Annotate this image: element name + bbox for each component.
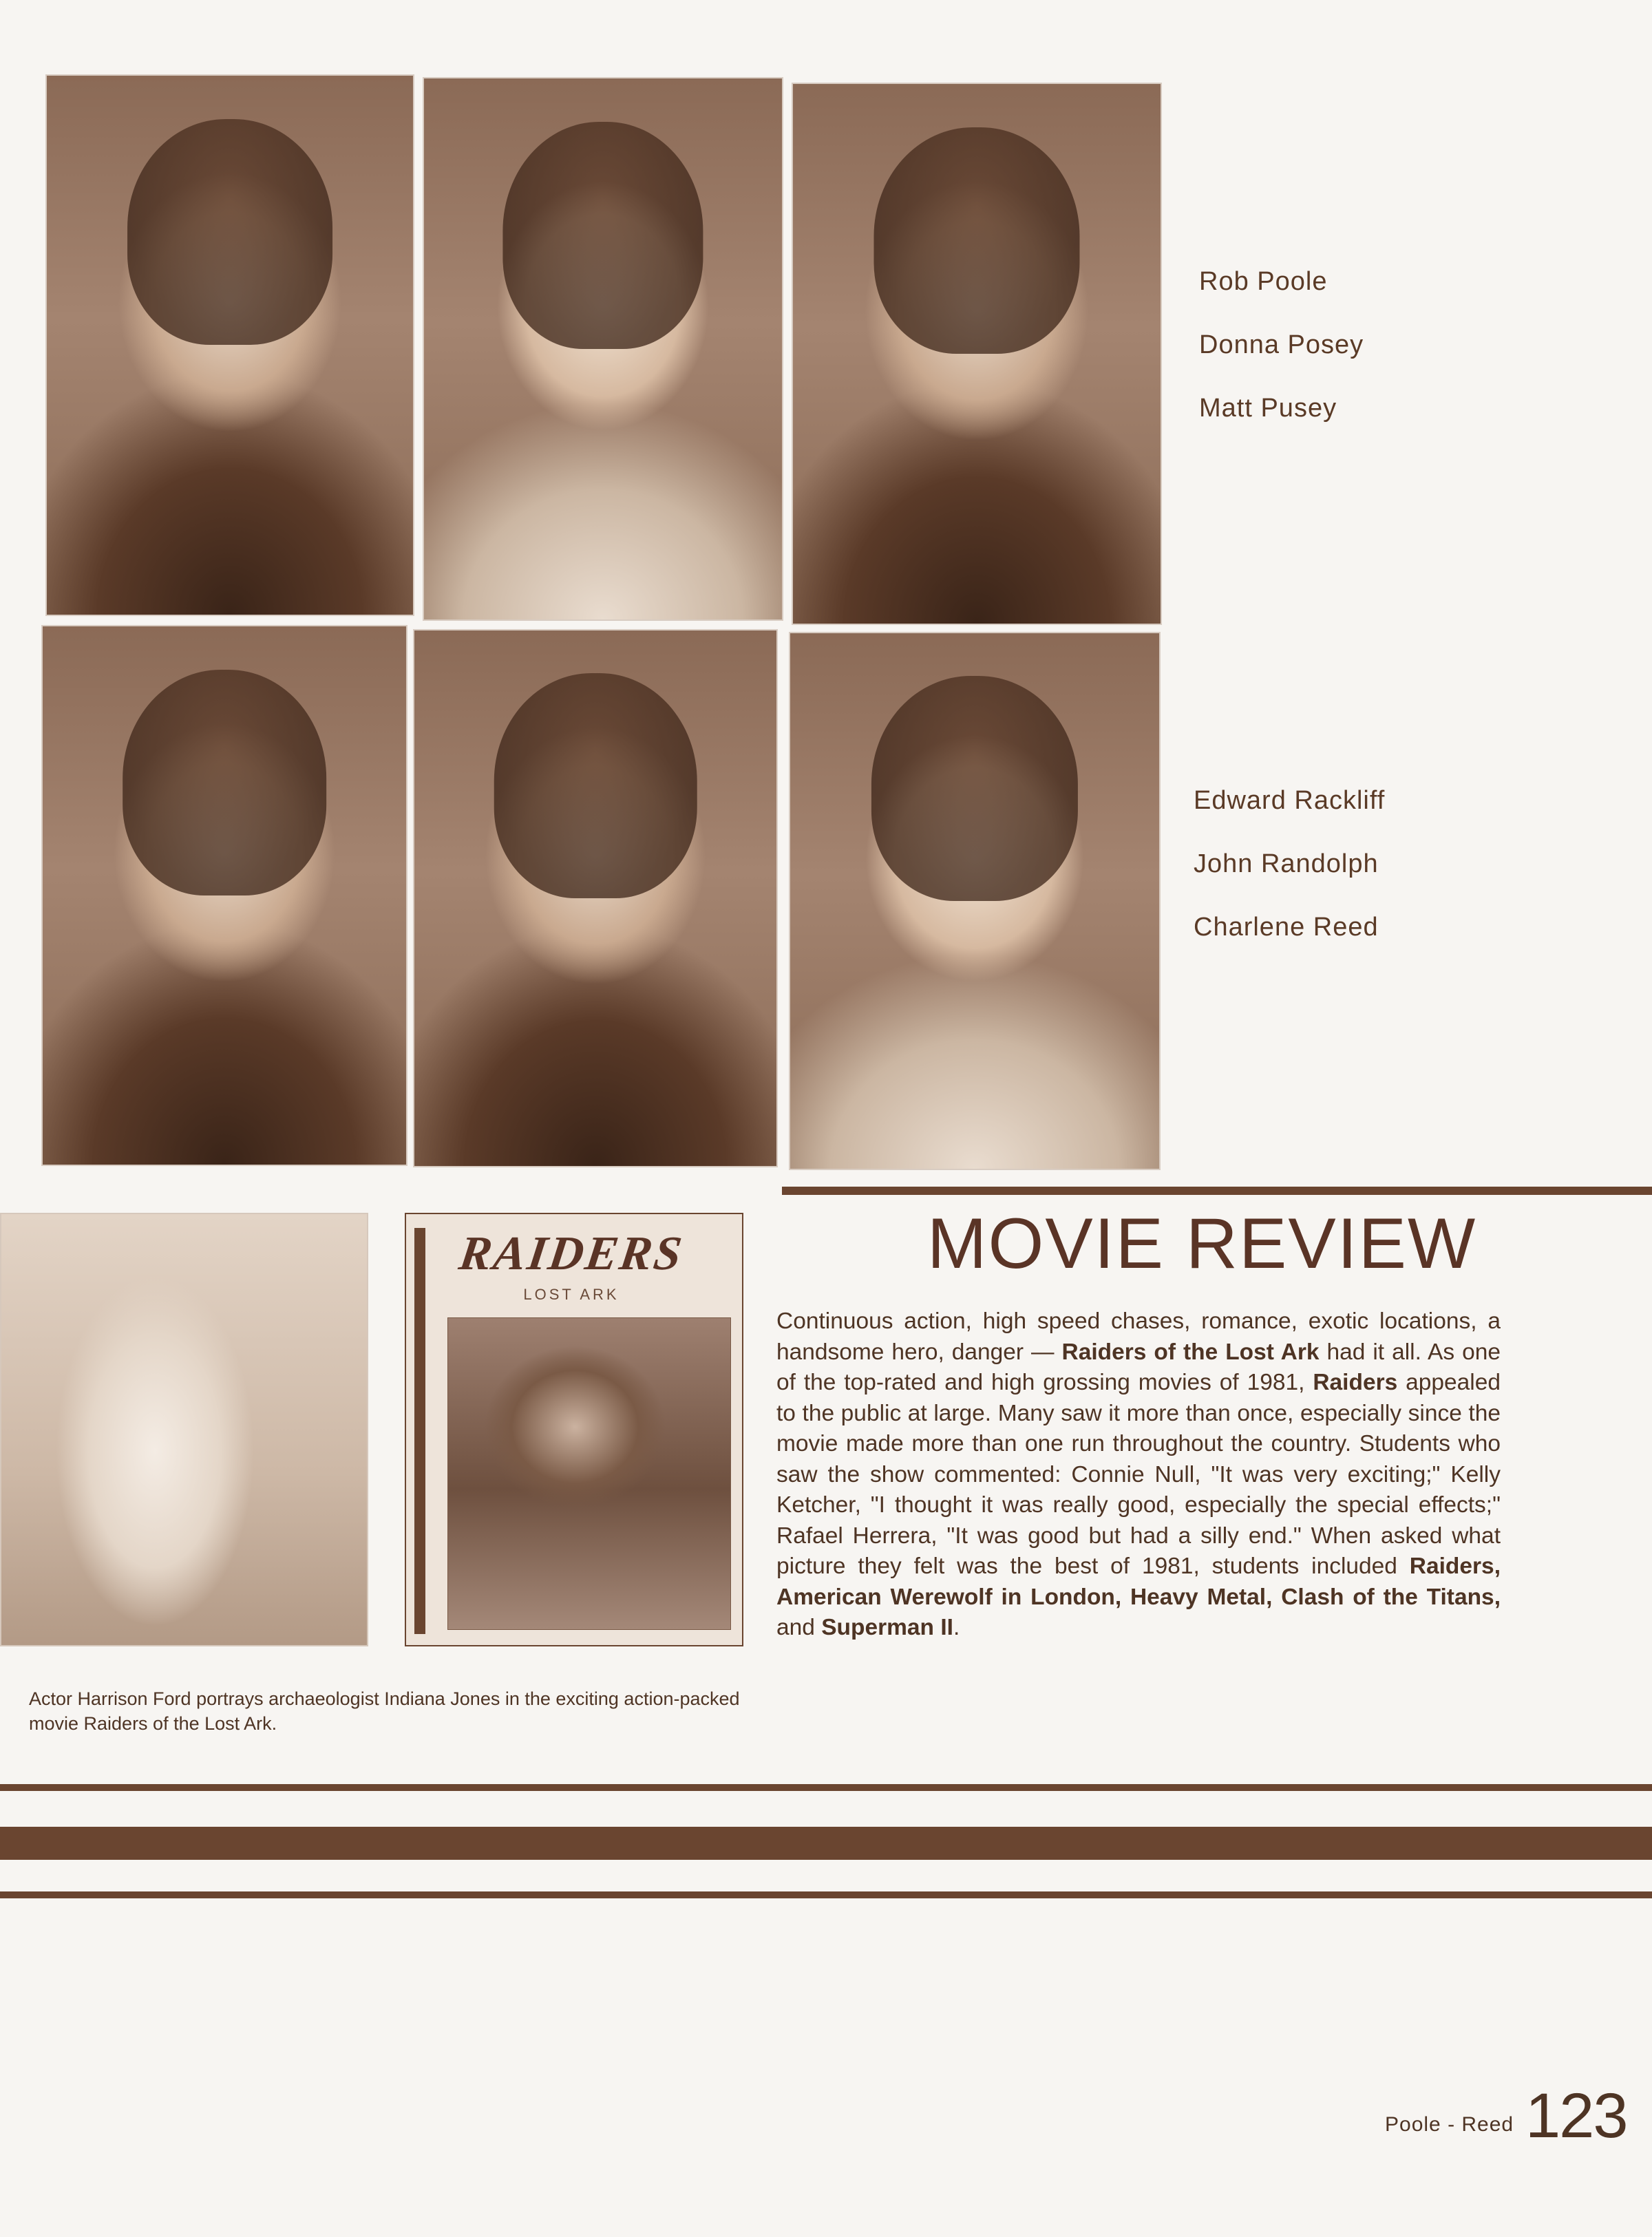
review-text-3: appealed to the public at large. Many saw it more than once, especially since the movie made more than one run throughout the country. Students who saw the show commented: Connie Null, "It was very exciting;" Kelly Ketcher, "I thought it was really good, especially the special effects;" Rafael Herrera, "It was good but had a silly end." When asked what picture they felt was the best of 1981, students included	[776, 1370, 1501, 1579]
portrait-photo-1	[45, 74, 414, 616]
photo-caption: Actor Harrison Ford portrays archaeologist Indiana Jones in the exciting action-packed movie Raiders of the Lost Ark.	[29, 1688, 740, 1734]
portrait-name-1: Rob Poole	[1199, 267, 1328, 296]
review-text-1: Continuous action, high speed chases, romance, exotic locations, a handsome hero, danger —	[776, 1308, 1501, 1365]
portrait-photo-5	[413, 629, 778, 1167]
review-body	[776, 1306, 1501, 1644]
portrait-name-6: Charlene Reed	[1194, 913, 1379, 942]
review-text-4: and	[776, 1615, 822, 1640]
portrait-photo-2	[423, 77, 783, 621]
poster-logo-text: RAIDERS	[456, 1227, 687, 1280]
review-top-rule	[782, 1187, 1652, 1195]
review-bold-1: Raiders of the Lost Ark	[1061, 1339, 1320, 1365]
portrait-photo-4	[41, 625, 407, 1166]
folio-section-label: Poole - Reed	[1385, 2113, 1514, 2136]
poster-subtitle-text: LOST ARK	[523, 1286, 620, 1303]
portrait-name-2: Donna Posey	[1199, 330, 1364, 359]
review-bold-4: Superman II	[821, 1615, 953, 1640]
poster-border-strip	[414, 1228, 425, 1634]
poster-artwork	[447, 1317, 731, 1630]
review-title: MOVIE REVIEW	[926, 1204, 1477, 1284]
review-bold-2: Raiders	[1313, 1370, 1398, 1395]
portrait-name-4: Edward Rackliff	[1194, 786, 1386, 815]
page-number: 123	[1525, 2081, 1627, 2151]
bottom-rule-thin-2	[0, 1891, 1652, 1898]
review-bold-3: Raiders, American Werewolf in London, Heavy Metal, Clash of the Titans,	[776, 1554, 1501, 1610]
bottom-rule-thin-1	[0, 1784, 1652, 1791]
bottom-rule-thick	[0, 1827, 1652, 1860]
film-still-photo	[0, 1213, 368, 1646]
portrait-photo-3	[792, 83, 1162, 625]
movie-poster-photo	[405, 1213, 743, 1646]
portrait-name-3: Matt Pusey	[1199, 394, 1337, 423]
review-text-2: had it all. As one of the top-rated and high grossing movies of 1981,	[776, 1339, 1501, 1395]
portrait-name-5: John Randolph	[1194, 849, 1379, 878]
portrait-photo-6	[789, 632, 1161, 1170]
review-text-5: .	[953, 1615, 960, 1640]
